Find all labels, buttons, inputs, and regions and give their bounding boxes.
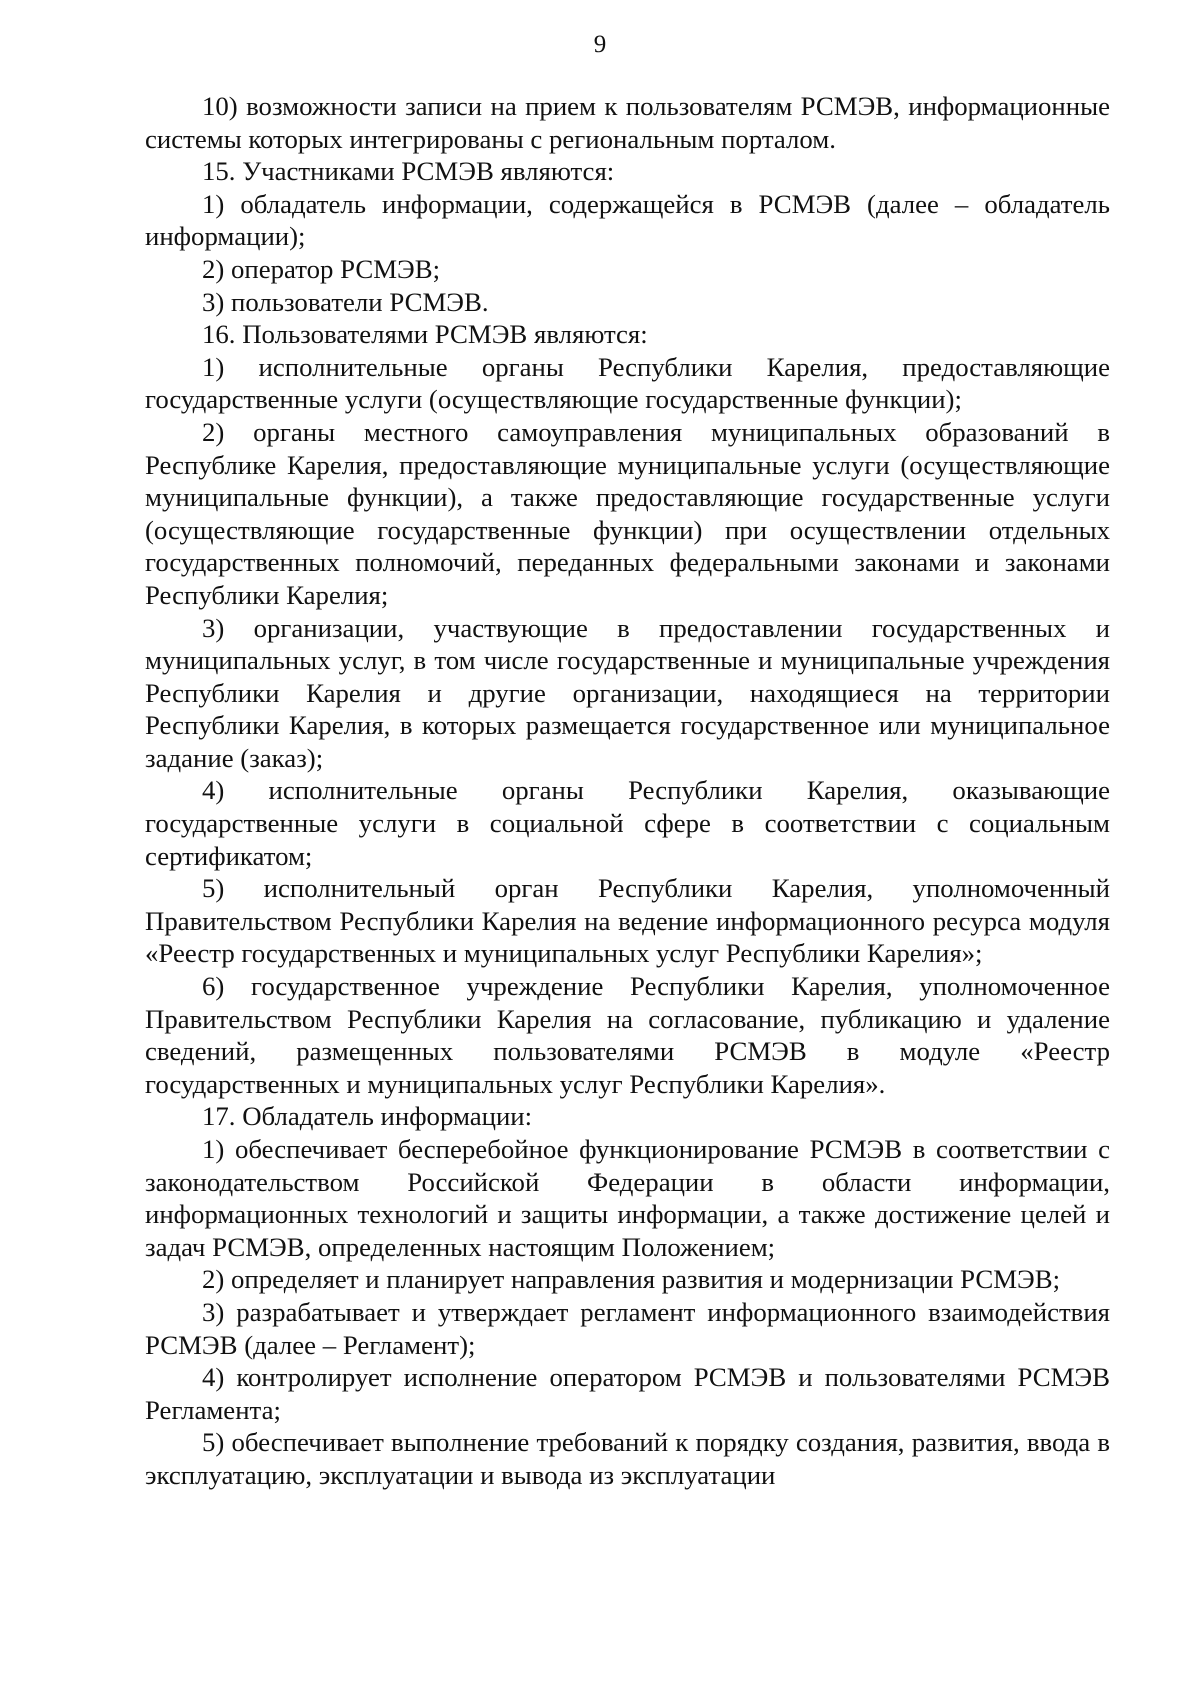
paragraph-item: 4) контролирует исполнение оператором РСМЭВ и пользователями РСМЭВ Регламента; bbox=[145, 1362, 1110, 1425]
paragraph-item-10: 10) возможности записи на прием к пользователям РСМЭВ, информационные системы которых интегрированы с региональным порталом. bbox=[145, 91, 1110, 154]
paragraph-item: 6) государственное учреждение Республики Карелия, уполномоченное Правительством Республики Карелия на согласование, публикацию и удаление сведений, размещенных пользователями РСМЭВ в модуле «Реестр государственных и муниципальных услуг Республики Карелия». bbox=[145, 971, 1110, 1099]
paragraph-item: 3) пользователи РСМЭВ. bbox=[202, 286, 489, 317]
section-heading-16: 16. Пользователями РСМЭВ являются: bbox=[202, 319, 648, 350]
paragraph-item: 5) исполнительный орган Республики Карелия, уполномоченный Правительством Республики Карелия на ведение информационного ресурса модуля «Реестр государственных и муниципальных услуг Республики Карелия»; bbox=[145, 873, 1110, 969]
paragraph-item: 2) определяет и планирует направления развития и модернизации РСМЭВ; bbox=[202, 1264, 1061, 1295]
paragraph-item: 1) обладатель информации, содержащейся в РСМЭВ (далее – обладатель информации); bbox=[145, 188, 1110, 252]
paragraph-item: 5) обеспечивает выполнение требований к порядку создания, развития, ввода в эксплуатацию, эксплуатации и вывода из эксплуатации bbox=[145, 1427, 1110, 1490]
section-heading-15: 15. Участниками РСМЭВ являются: bbox=[202, 156, 615, 187]
paragraph-item: 1) обеспечивает бесперебойное функционирование РСМЭВ в соответствии с законодательством Российской Федерации в области информации, информационных технологий и защиты информации, а также достижение целей и задач РСМЭВ, определенных настоящим Положением; bbox=[145, 1134, 1110, 1262]
paragraph-item: 4) исполнительные органы Республики Карелия, оказывающие государственные услуги в социальной сфере в соответствии с социальным сертификатом; bbox=[145, 775, 1110, 871]
paragraph-item: 2) органы местного самоуправления муниципальных образований в Республике Карелия, предоставляющие муниципальные услуги (осуществляющие муниципальные функции), а также предоставляющие государственные услуги (осуществляющие государственные функции) при осуществлении отдельных государственных полномочий, переданных федеральными законами и законами Республики Карелия; bbox=[145, 416, 1110, 610]
paragraph-item: 1) исполнительные органы Республики Карелия, предоставляющие государственные услуги (осуществляющие государственные функции); bbox=[145, 351, 1110, 415]
document-body bbox=[145, 90, 1110, 1492]
paragraph-item: 2) оператор РСМЭВ; bbox=[202, 253, 441, 284]
section-heading-17: 17. Обладатель информации: bbox=[202, 1101, 533, 1132]
paragraph-item: 3) разрабатывает и утверждает регламент информационного взаимодействия РСМЭВ (далее – Регламент); bbox=[145, 1296, 1110, 1360]
page-number: 9 bbox=[593, 31, 607, 58]
paragraph-item: 3) организации, участвующие в предоставлении государственных и муниципальных услуг, в том числе государственные и муниципальные учреждения Республики Карелия и другие организации, находящиеся на территории Республики Карелия, в которых размещается государственное или муниципальное задание (заказ); bbox=[145, 612, 1110, 773]
